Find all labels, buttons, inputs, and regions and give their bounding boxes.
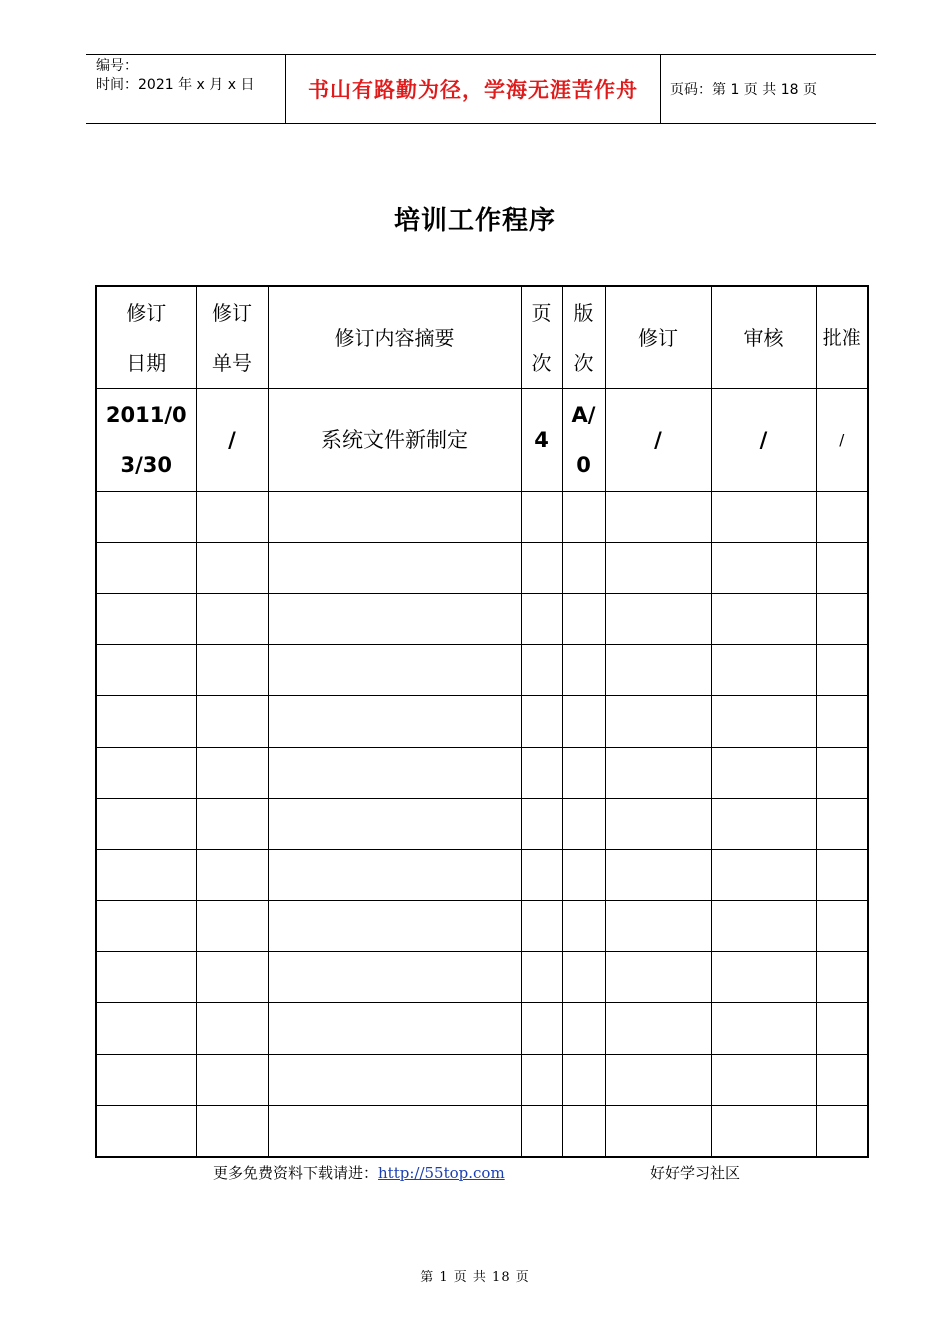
table-row (96, 1003, 868, 1054)
table-row (96, 1105, 868, 1157)
table-row (96, 1054, 868, 1105)
header-cell-approved-by: 批准 (816, 286, 868, 389)
code-label: 编号： (96, 58, 138, 74)
table-row (96, 645, 868, 696)
cell-date: 2011/0 3/30 (96, 389, 196, 491)
header-cell-version: 版 次 (562, 286, 605, 389)
table-row (96, 849, 868, 900)
table-row (96, 389, 868, 491)
cell-page: 4 (521, 389, 562, 491)
document-title: 培训工作程序 (393, 206, 556, 236)
header-cell-revision-date: 修订 日期 (96, 286, 196, 389)
header-page-info: 页码：第 1 页 共 18 页 (670, 82, 817, 98)
cell-reviewed-by: / (711, 389, 816, 491)
table-row (96, 594, 868, 645)
table-row (96, 952, 868, 1003)
header-cell-revision-number: 修订 单号 (196, 286, 268, 389)
table-header-row (96, 286, 868, 389)
footer-community: 好好学习社区 (650, 1164, 741, 1182)
revision-table (95, 285, 869, 1158)
page-header (86, 54, 876, 124)
footer-download-note (213, 1162, 505, 1183)
cell-summary: 系统文件新制定 (268, 389, 521, 491)
time-label: 时间：2021 年 x 月 x 日 (96, 77, 255, 93)
cell-revised-by: / (605, 389, 711, 491)
table-row (96, 696, 868, 747)
table-row (96, 747, 868, 798)
header-cell-revision-summary: 修订内容摘要 (268, 286, 521, 389)
header-meta (86, 55, 286, 123)
table-row (96, 491, 868, 542)
table-row (96, 798, 868, 849)
header-motto: 书山有路勤为径，学海无涯苦作舟 (286, 55, 661, 123)
footer-more-text: 更多免费资料下载请进： (213, 1164, 379, 1182)
header-cell-reviewed-by: 审核 (711, 286, 816, 389)
header-cell-page: 页 次 (521, 286, 562, 389)
page-number-footer: 第 1 页 共 18 页 (420, 1270, 530, 1285)
cell-number: / (196, 389, 268, 491)
table-row (96, 901, 868, 952)
cell-version: A/ 0 (562, 389, 605, 491)
footer-link[interactable]: http://55top.com (378, 1164, 505, 1182)
table-row (96, 542, 868, 593)
cell-approved-by: / (816, 389, 868, 491)
header-cell-revised-by: 修订 (605, 286, 711, 389)
